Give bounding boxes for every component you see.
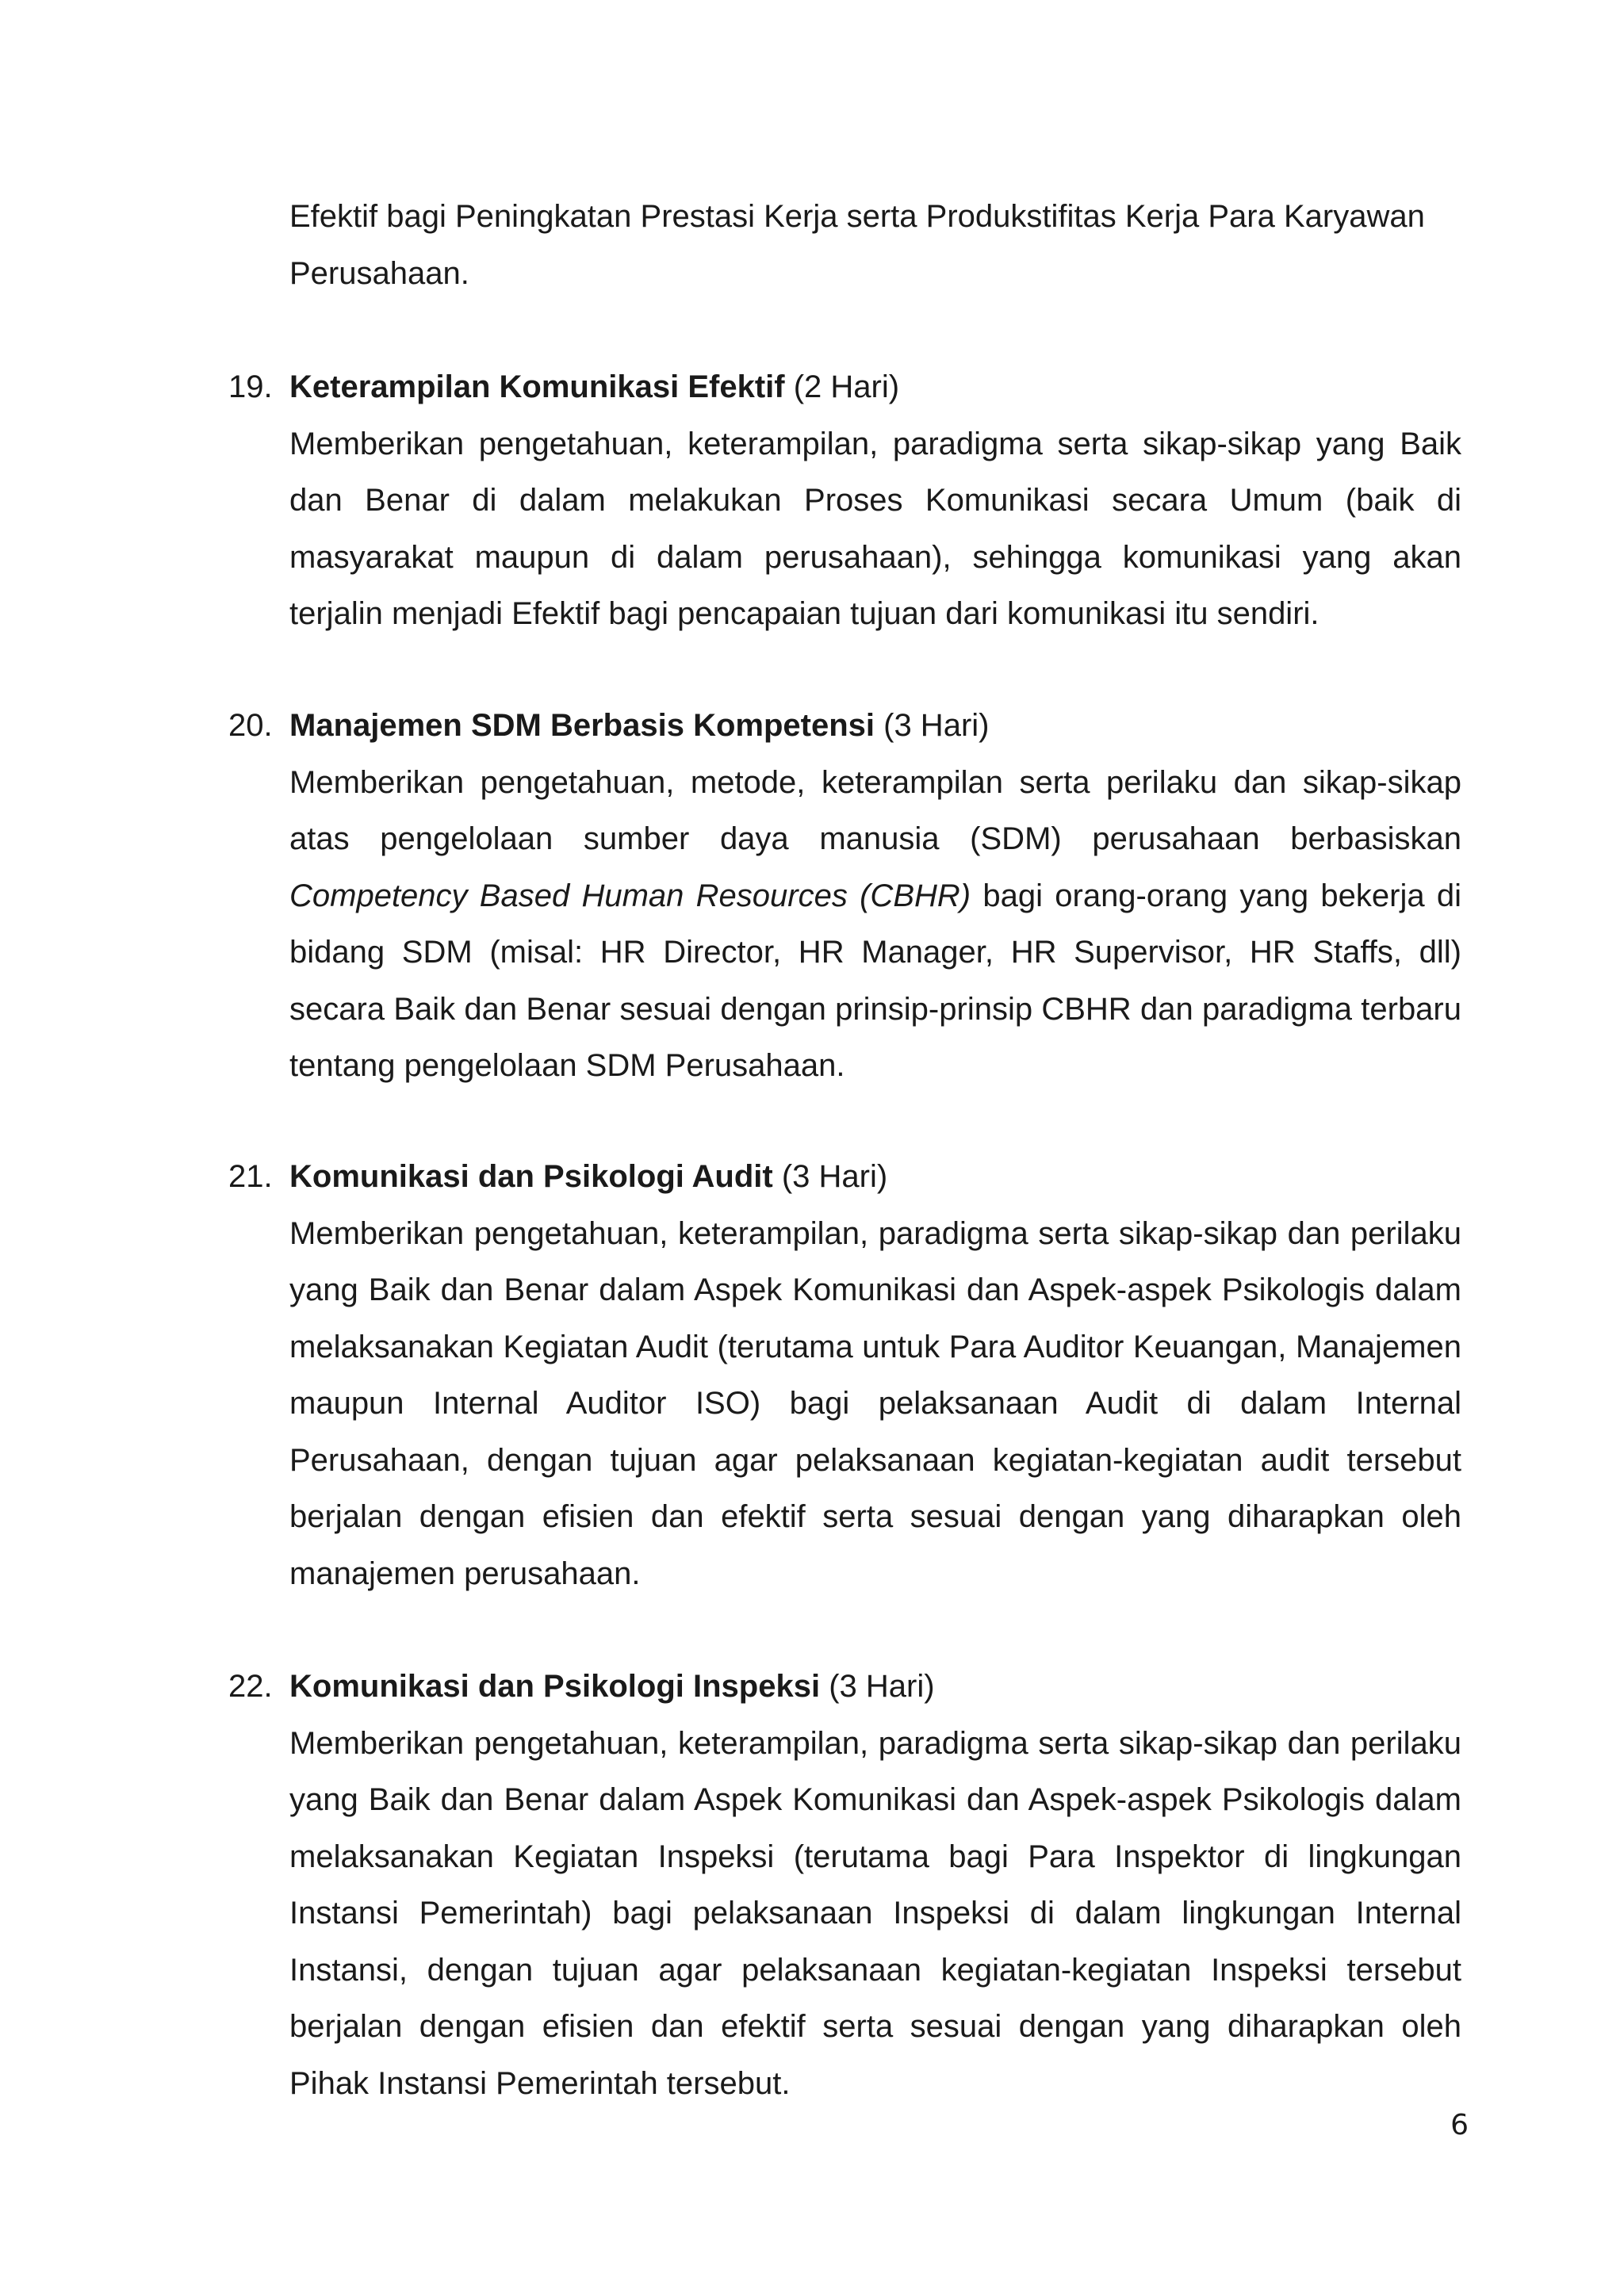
item-description [289,755,1461,1095]
item-heading [289,1659,1461,1716]
item-description-part: Memberikan pengetahuan, metode, keterampilan serta perilaku dan sikap-sikap atas pengelolaan sumber daya manusia (SDM) perusahaan berbasiskan [289,764,1461,856]
item-heading [289,698,1461,755]
item-title: Komunikasi dan Psikologi Inspeksi [289,1669,821,1704]
list-item [228,359,1461,643]
intro-paragraph: Efektif bagi Peningkatan Prestasi Kerja serta Produkstifitas Kerja Para Karyawan Perusahaan. [289,199,1425,291]
list-item [228,698,1461,1095]
item-duration: (3 Hari) [781,1159,888,1194]
item-number: 21. [228,1159,273,1194]
item-title: Keterampilan Komunikasi Efektif [289,369,785,404]
item-duration: (3 Hari) [829,1669,935,1704]
item-number: 22. [228,1669,273,1704]
item-number: 19. [228,369,273,404]
item-duration: (3 Hari) [883,708,990,743]
list-item [228,1149,1461,1602]
item-description-emphasis: Competency Based Human Resources (CBHR) [289,878,971,913]
item-heading [289,1149,1461,1206]
item-number: 20. [228,708,273,743]
item-title: Komunikasi dan Psikologi Audit [289,1159,773,1194]
item-description-part: bagi orang-orang yang bekerja di bidang SDM (misal: HR Director, HR Manager, HR Supervisor, HR Staffs, dll) secara Baik dan Benar sesuai dengan prinsip-prinsip CBHR dan paradigma terbaru tentang pengelolaan SDM Perusahaan. [289,878,1462,1083]
item-heading [289,359,1461,416]
item-description: Memberikan pengetahuan, keterampilan, paradigma serta sikap-sikap dan perilaku yang Baik dan Benar dalam Aspek Komunikasi dan Aspek-aspek Psikologis dalam melaksanakan Kegiatan Inspeksi (terutama bagi Para Inspektor di lingkungan Instansi Pemerintah) bagi pelaksanaan Inspeksi di dalam lingkungan Internal Instansi, dengan tujuan agar pelaksanaan kegiatan-kegiatan Inspeksi tersebut berjalan dengan efisien dan efektif serta sesuai dengan yang diharapkan oleh Pihak Instansi Pemerintah tersebut. [289,1725,1461,2101]
page-number: 6 [1450,2109,1469,2141]
item-description: Memberikan pengetahuan, keterampilan, paradigma serta sikap-sikap dan perilaku yang Baik dan Benar dalam Aspek Komunikasi dan Aspek-aspek Psikologis dalam melaksanakan Kegiatan Audit (terutama untuk Para Auditor Keuangan, Manajemen maupun Internal Auditor ISO) bagi pelaksanaan Audit di dalam Internal Perusahaan, dengan tujuan agar pelaksanaan kegiatan-kegiatan audit tersebut berjalan dengan efisien dan efektif serta sesuai dengan yang diharapkan oleh manajemen perusahaan. [289,1215,1461,1591]
item-title: Manajemen SDM Berbasis Kompetensi [289,708,875,743]
item-duration: (2 Hari) [793,369,900,404]
item-description: Memberikan pengetahuan, keterampilan, paradigma serta sikap-sikap yang Baik dan Benar di dalam melakukan Proses Komunikasi secara Umum (baik di masyarakat maupun di dalam perusahaan), sehingga komunikasi yang akan terjalin menjadi Efektif bagi pencapaian tujuan dari komunikasi itu sendiri. [289,426,1461,631]
list-item [228,1659,1461,2112]
